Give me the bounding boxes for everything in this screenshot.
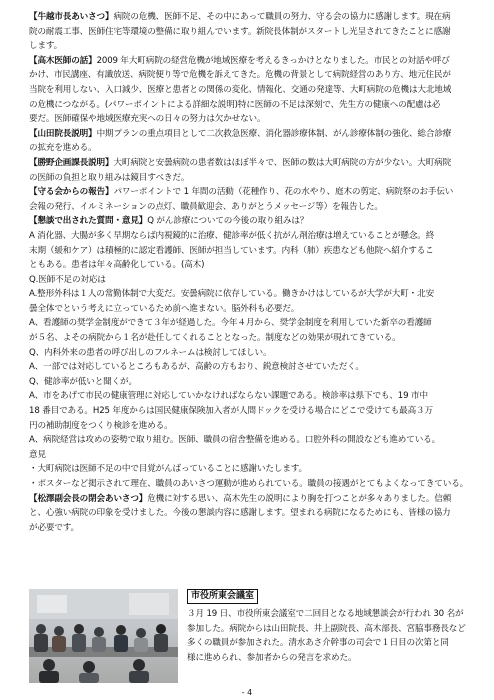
city-hall-line: 参加した。病院からは山田院長、井上副院長、高木部長、宮脇事務長など [187, 623, 466, 634]
section-line [29, 200, 471, 215]
section-text: かけ、市民講座、有識放送、病院便り等で危機を訴えてきた。危機の背景として病院経営のあり方、地元住民が [29, 70, 451, 81]
section-line [29, 273, 471, 288]
section-text: A、看護師の奨学金制度ができて３年が経過した。今年４月から、奨学金制度を利用していた新卒の看護師 [29, 318, 432, 329]
section-line [29, 287, 471, 302]
section-text: の拡充を進める。 [29, 143, 97, 154]
section-line [29, 229, 471, 244]
section-line [29, 39, 471, 54]
section-text: 曇全体でという考えに立っているため前へ進まない。脳外科も必要だ。 [29, 303, 300, 314]
section-line [29, 462, 471, 477]
section-text: 円の補助制度をつくり検診を進める。 [29, 420, 173, 431]
section-line [29, 433, 471, 448]
section-text: と、心強い病院の印象を受けました。今後の懇談内容に感謝します。望まれる病院になるためにも、皆様の協力 [29, 508, 451, 519]
section-line [29, 302, 471, 317]
page-number: - 4 [241, 688, 253, 697]
section-line [29, 25, 471, 40]
section-text: 危機に対する思い、高木先生の説明により胸を打つことが多々ありました。信頼 [147, 493, 452, 504]
city-hall-line: ３月 19 日、市役所東会議室で二回目となる地域懇談会が行われ 30 名が [187, 609, 464, 619]
section-line [29, 477, 471, 492]
section-text: 大町病院と安曇病院の患者数はほぼ半々で、医師の数は大町病院の方が少ない。大町病院 [113, 157, 452, 168]
section-line [29, 331, 471, 346]
section-3 [29, 156, 471, 185]
section-line [29, 258, 471, 273]
section-line [29, 10, 471, 25]
section-heading: 【松澤副会長の閉会あいさつ】 [29, 493, 148, 504]
section-line [29, 83, 471, 98]
section-heading: 【勝野企画課長説明】 [29, 157, 114, 168]
section-text: の危機につながる。(パワーポイントによる詳細な説明)特に医師の不足は深刻で、先生方の健康への配慮は必 [29, 99, 441, 110]
section-text: A、市をあげて市民の健康管理に対応していかなければならない課題である。検診率は県下でも、19 市中 [29, 391, 428, 402]
section-text: 要だ。医師確保や地域医療充実への日々の努力は欠かせない。 [29, 114, 266, 125]
section-text: 会報の発行、イルミネーションの点灯、職員歓迎会、ありがとうメッセージ等）を報告した。 [29, 201, 383, 212]
section-line [29, 506, 471, 521]
city-hall-line: 様に進められ、参加者からの発言を求めた。 [187, 652, 357, 663]
meeting-photo [29, 589, 178, 683]
section-heading: 【守る会からの報告】 [29, 187, 114, 198]
city-hall-line: 多くの職員が参加された。清水あさ介幹事の司会で１日目の次第と同 [187, 638, 449, 649]
section-text: Q.医師不足の対応は [29, 274, 106, 285]
section-line [29, 214, 471, 229]
section-text: A、病院経営は攻めの姿勢で取り組む。医師、職員の宿舎整備を進める。口腔外科の開設なども進めている。 [29, 435, 441, 446]
section-line [29, 98, 471, 113]
meeting-photo-image [29, 589, 178, 683]
section-line [29, 521, 471, 536]
section-text: Q、内科外来の患者の呼び出しのフルネームは検討してほしい。 [29, 347, 272, 358]
section-5 [29, 214, 471, 491]
section-line [29, 419, 471, 434]
section-text: A 消化器、大腸が多く早期ならば内視鏡的に治療、健診率が低く抗がん剤治療は増えていることが懸念。終 [29, 230, 435, 241]
section-text: 当院を利用しない、入口減少、医療と患者との関係の変化、情報化、交通の発達等、大町病院の危機は大北地域 [29, 84, 452, 95]
section-text: 末期（緩和ケア）は積極的に認定看護師、医師が担当しています。内科（肺）疾患なども他院へ紹介するこ [29, 245, 434, 256]
section-line [29, 244, 471, 259]
report-body [29, 10, 471, 535]
section-text: 18 番目である。H25 年度からは国民健康保険加入者が人間ドックを受ける場合にどこで受けても最高３万 [29, 406, 433, 417]
section-line [29, 346, 471, 361]
section-heading: 【牛越市長あいさつ】 [29, 12, 114, 22]
section-line [29, 404, 471, 419]
section-heading: 【高木医師の話】 [29, 55, 97, 66]
section-text: 2009 年大町病院の経営危機が地域医療を考えるきっかけとなりました。市民との対話や呼び [96, 55, 450, 66]
section-text: の医師の負担と取り組みは鏡目すべきだ。 [29, 172, 190, 183]
section-text: パワーポイントで 1 年間の活動（花種作り、花の水やり、庭木の剪定、病院祭のお手伝い [113, 187, 454, 198]
section-text: が５名、よその病院から１名が赴任してくれることとなった。制度などの効果が現れてきている。 [29, 333, 401, 344]
section-line [29, 112, 471, 127]
section-text: ・ポスターなど掲示されて理在、職員のあいさつ運動が進められている。職員の接遇がとてもよくなってきている。 [29, 479, 469, 489]
section-6 [29, 492, 471, 536]
section-text: A、一部では対応しているところもあるが、高齢の方もおり、鋭意検討させていただく。 [29, 362, 364, 373]
section-2 [29, 127, 471, 156]
section-line [29, 316, 471, 331]
section-text: Q、健診率が低いと聞くが。 [29, 376, 137, 387]
section-line [29, 156, 471, 171]
section-line [29, 360, 471, 375]
section-text: ・大町病院は医師不足の中で目覚がんばっていることに感謝いたします。 [29, 464, 307, 475]
section-line [29, 171, 471, 186]
section-line [29, 54, 471, 69]
section-0 [29, 10, 471, 54]
city-hall-text [187, 583, 471, 665]
section-4 [29, 185, 471, 214]
section-text: が必要です。 [29, 522, 79, 533]
section-line [29, 127, 471, 142]
section-text: A.整形外科は１人の常勤体制で大変だ。安曇病院に依存している。働きかけはしているが大学が大町・北安 [29, 289, 435, 300]
section-text: 中期プランの重点項目として二次救急医療、消化器診療体制、がん診療体制の強化、総合診療 [96, 128, 452, 139]
section-heading: 【懇談で出された質問・意見】 [29, 216, 148, 227]
section-line [29, 448, 471, 463]
section-text: します。 [29, 41, 63, 52]
section-line [29, 389, 471, 404]
section-line [29, 375, 471, 390]
section-text: 病院の危機、医師不足、その中にあって職員の努力、守る会の協力に感謝します。現在病 [113, 12, 451, 22]
section-text: 意見 [29, 449, 46, 460]
city-hall-title: 市役所東会議室 [187, 589, 258, 604]
section-line [29, 68, 471, 83]
city-hall-section [29, 583, 471, 685]
section-heading: 【山田院長説明】 [29, 128, 97, 139]
section-1 [29, 54, 471, 127]
city-hall-paragraph [187, 607, 471, 665]
section-line [29, 185, 471, 200]
section-text: Q がん診療についての今後の取り組みは？ [147, 216, 309, 227]
section-text: ともある。患者は年々高齢化している。(高木) [29, 260, 205, 271]
section-line [29, 492, 471, 507]
section-text: 院の耐震工事、医師住宅等環境の整備に取り組んでいます。新院長体制がスタートし光呈されてきたことに感謝 [29, 26, 451, 37]
section-line [29, 141, 471, 156]
